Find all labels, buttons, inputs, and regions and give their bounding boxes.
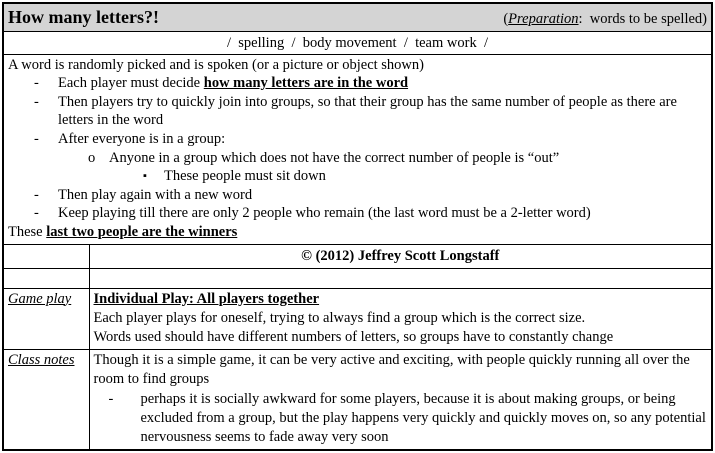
copyright-row-spacer-cell — [3, 244, 89, 268]
page-title: How many letters?! — [8, 7, 159, 27]
class-notes-item — [94, 390, 708, 448]
bullet-marker: o — [88, 149, 96, 166]
tags-cell: / spelling / body movement / team work / — [3, 31, 712, 54]
bullet-marker: - — [34, 93, 39, 110]
header-row — [3, 3, 712, 31]
class-notes-intro: Though it is a simple game, it can be very active and exciting, with people quickly running all over the room to find groups — [93, 352, 690, 388]
rule-text-segment: Keep playing till there are only 2 people who remain (the last word must be a 2-letter word) — [58, 205, 591, 222]
bullet-marker: - — [108, 390, 114, 407]
game-play-label: Game play — [8, 290, 72, 307]
rule-item — [8, 167, 707, 186]
class-notes-items — [94, 390, 708, 448]
rule-item — [8, 74, 707, 93]
rule-text-segment: These — [8, 223, 47, 240]
game-play-row — [3, 288, 712, 350]
game-play-line: Words used should have different numbers of letters, so groups have to constantly change — [93, 328, 614, 345]
tags-row — [3, 31, 712, 54]
game-play-label-cell — [3, 288, 89, 350]
preparation-text: : words to be spelled) — [578, 11, 707, 27]
game-play-line: Each player plays for oneself, trying to always find a group which is the correct size. — [93, 309, 586, 326]
rule-item — [8, 186, 707, 205]
game-play-content-cell — [89, 288, 712, 350]
rule-item — [8, 223, 707, 242]
preparation-open-paren: ( — [503, 11, 509, 27]
class-notes-row — [3, 350, 712, 451]
rule-text-segment: Then players try to quickly join into groups, so that their group has the same number of people as there are letters in the word — [58, 93, 677, 129]
bullet-marker: ▪ — [143, 170, 147, 183]
copyright-text: © (2012) Jeffrey Scott Longstaff — [89, 244, 712, 268]
copyright-row — [3, 244, 712, 268]
bullet-marker: - — [34, 75, 39, 92]
rule-text-segment: After everyone is in a group: — [58, 130, 226, 147]
preparation-label: Preparation — [508, 11, 579, 27]
rules-cell — [3, 54, 712, 244]
rule-item — [8, 204, 707, 223]
rule-text-segment: Then play again with a new word — [58, 186, 253, 203]
class-notes-label: Class notes — [8, 352, 75, 369]
empty-left-cell — [3, 268, 89, 288]
rule-text-segment: Each player must decide — [58, 75, 204, 92]
game-play-lines — [94, 309, 708, 347]
empty-right-cell — [89, 268, 712, 288]
empty-row — [3, 268, 712, 288]
rule-item — [8, 130, 707, 149]
rule-item — [8, 56, 707, 75]
bullet-marker: - — [34, 130, 39, 147]
header-cell — [3, 3, 712, 31]
bullet-marker: - — [34, 205, 39, 222]
rule-text-segment: These people must sit down — [164, 168, 326, 185]
class-notes-content-cell — [89, 350, 712, 451]
worksheet-table — [2, 2, 713, 451]
rule-text-segment: Anyone in a group which does not have the correct number of people is “out” — [109, 149, 560, 166]
preparation-note — [503, 10, 707, 29]
rule-text-segment: last two people are the winners — [46, 223, 238, 240]
bullet-marker: - — [34, 186, 39, 203]
game-play-heading: Individual Play: All players together — [93, 290, 320, 307]
rule-item — [8, 93, 707, 130]
rules-row — [3, 54, 712, 244]
rule-item — [8, 149, 707, 168]
class-notes-label-cell — [3, 350, 89, 451]
rule-text-segment: how many letters are in the word — [203, 75, 409, 92]
class-notes-item-text: perhaps it is socially awkward for some players, because it is about making groups, or being excluded from a group, but the play happens very quickly and quickly moves on, so any potential nervousness seems to fade away very soon — [140, 390, 706, 445]
rule-text-segment: A word is randomly picked and is spoken (or a picture or object shown) — [8, 56, 424, 73]
rules-list — [8, 56, 707, 242]
